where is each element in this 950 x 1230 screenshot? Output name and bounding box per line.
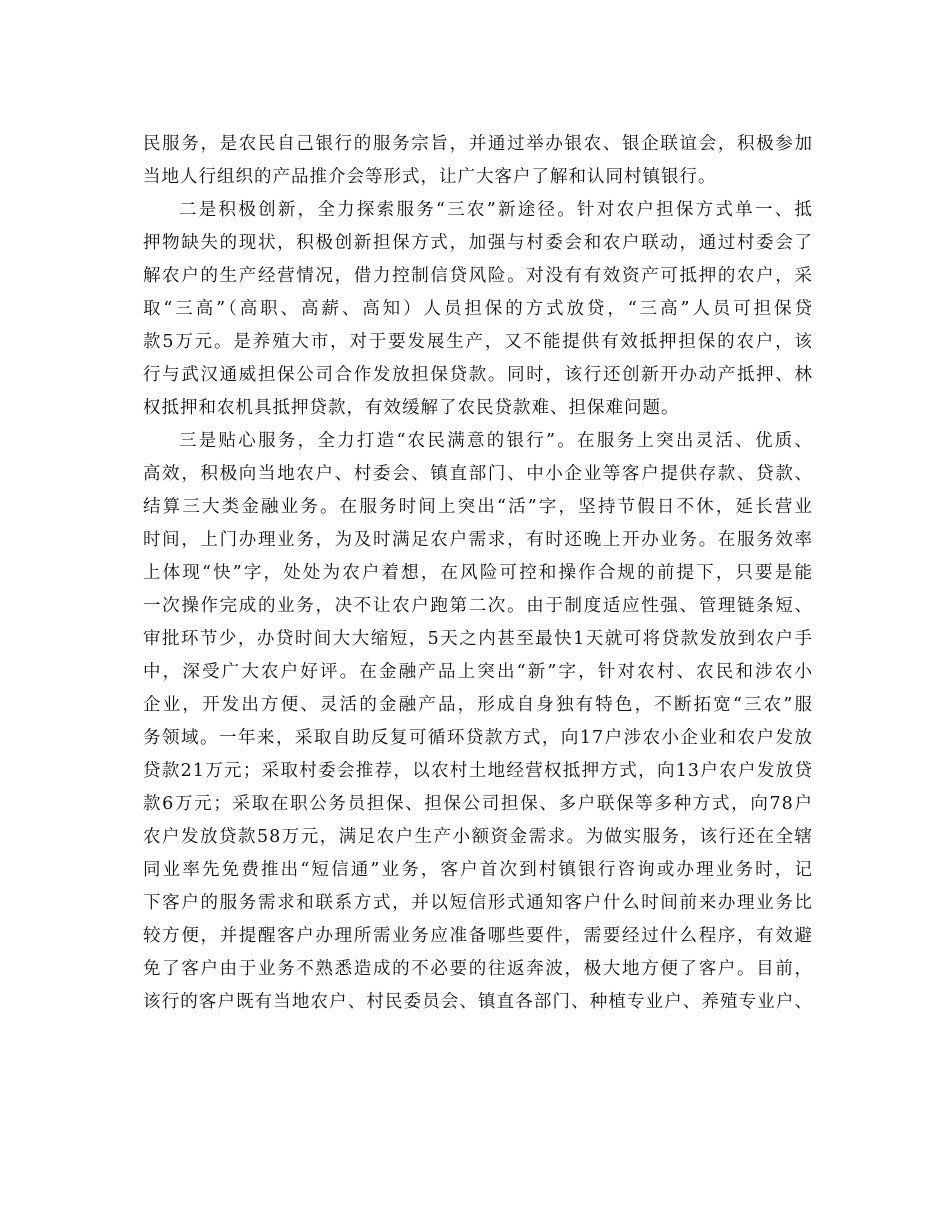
text-line: 较方便，并提醒客户办理所需业务应准备哪些要件，需要经过什么程序，有效避 (143, 926, 813, 946)
text-line: 民服务，是农民自己银行的服务宗旨，并通过举办银农、银企联谊会，积极参加 (143, 134, 813, 154)
text-line: 二是积极创新，全力探索服务“三农”新途径。针对农户担保方式单一、抵 (179, 200, 813, 220)
text-line: 上体现“快”字，处处为农户着想，在风险可控和操作合规的前提下，只要是能 (143, 563, 813, 583)
text-line: 中，深受广大农户好评。在金融产品上突出“新”字，针对农村、农民和涉农小 (143, 662, 813, 682)
text-line: 企业，开发出方便、灵活的金融产品，形成自身独有特色，不断拓宽“三农”服 (143, 695, 813, 715)
text-line: 权抵押和农机具抵押贷款，有效缓解了农民贷款难、担保难问题。 (143, 398, 680, 418)
text-line: 行与武汉通威担保公司合作发放担保贷款。同时，该行还创新开办动产抵押、林 (143, 365, 813, 385)
text-line: 取“三高”（高职、高薪、高知）人员担保的方式放贷，“三高”人员可担保贷 (143, 299, 813, 319)
text-line: 款5万元。是养殖大市，对于要发展生产，又不能提供有效抵押担保的农户，该 (143, 332, 813, 352)
text-line: 该行的客户既有当地农户、村民委员会、镇直各部门、种植专业户、养殖专业户、 (143, 992, 813, 1012)
text-line: 下客户的服务需求和联系方式，并以短信形式通知客户什么时间前来办理业务比 (143, 893, 813, 913)
text-line: 当地人行组织的产品推介会等形式，让广大客户了解和认同村镇银行。 (143, 167, 717, 187)
text-line: 同业率先免费推出“短信通”业务，客户首次到村镇银行咨询或办理业务时，记 (143, 860, 813, 880)
text-line: 款6万元；采取在职公务员担保、担保公司担保、多户联保等多种方式，向78户 (143, 794, 813, 814)
text-line: 农户发放贷款58万元，满足农户生产小额资金需求。为做实服务，该行还在全辖 (143, 827, 813, 847)
text-line: 三是贴心服务，全力打造“农民满意的银行”。在服务上突出灵活、优质、 (179, 431, 813, 451)
paragraph (143, 128, 813, 194)
text-line: 免了客户由于业务不熟悉造成的不必要的往返奔波，极大地方便了客户。目前， (143, 959, 813, 979)
text-line: 结算三大类金融业务。在服务时间上突出“活”字，坚持节假日不休，延长营业 (143, 497, 813, 517)
text-line: 务领域。一年来，采取自助反复可循环贷款方式，向17户涉农小企业和农户发放 (143, 728, 813, 748)
text-line: 时间，上门办理业务，为及时满足农户需求，有时还晚上开办业务。在服务效率 (143, 530, 813, 550)
paragraph (143, 194, 813, 425)
text-line: 一次操作完成的业务，决不让农户跑第二次。由于制度适应性强、管理链条短、 (143, 596, 813, 616)
document-body (143, 128, 813, 1019)
text-line: 贷款21万元；采取村委会推荐，以农村土地经营权抵押方式，向13户农户发放贷 (143, 761, 813, 781)
text-line: 高效，积极向当地农户、村委会、镇直部门、中小企业等客户提供存款、贷款、 (143, 464, 813, 484)
text-line: 押物缺失的现状，积极创新担保方式，加强与村委会和农户联动，通过村委会了 (143, 233, 813, 253)
paragraph (143, 425, 813, 1019)
text-line: 审批环节少，办贷时间大大缩短，5天之内甚至最快1天就可将贷款发放到农户手 (143, 629, 813, 649)
text-line: 解农户的生产经营情况，借力控制信贷风险。对没有有效资产可抵押的农户，采 (143, 266, 813, 286)
